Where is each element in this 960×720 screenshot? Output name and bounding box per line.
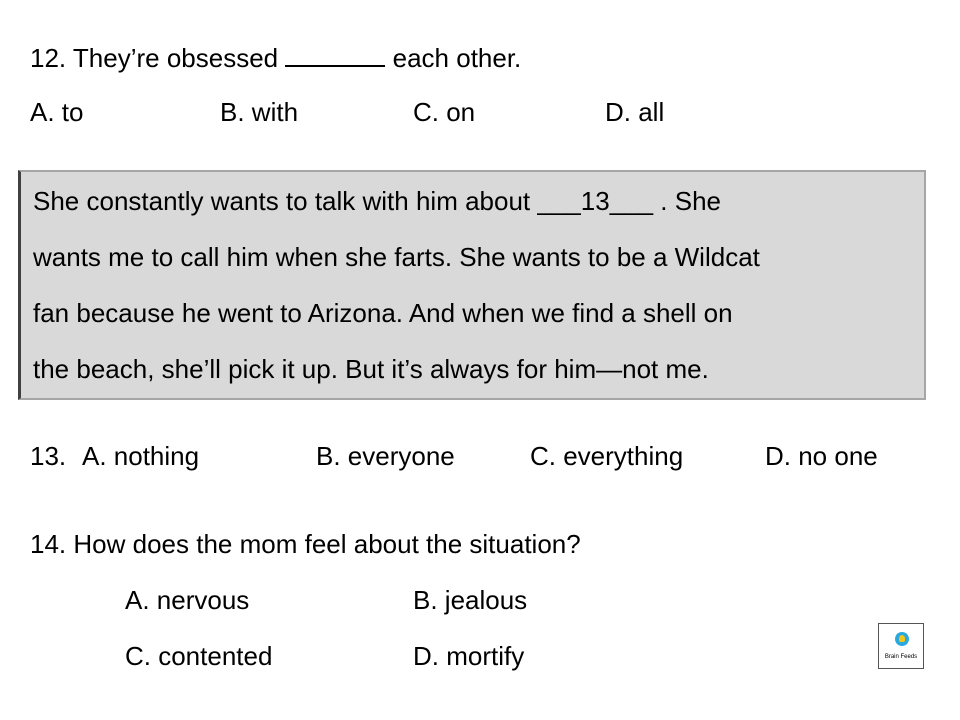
- q12-option-d[interactable]: D. all: [605, 97, 665, 127]
- q14-option-b[interactable]: B. jealous: [413, 585, 528, 615]
- passage-line-4: the beach, she’ll pick it up. But it’s always for him—not me.: [33, 354, 709, 384]
- brain-feeds-logo: [878, 623, 924, 669]
- q12-blank: [285, 41, 385, 67]
- q13-number: 13.: [30, 441, 67, 471]
- q12-option-b[interactable]: B. with: [220, 97, 299, 127]
- lightbulb-icon: [895, 632, 909, 646]
- reading-passage: [18, 170, 926, 400]
- q14-stem: [30, 529, 581, 559]
- q12-stem-after: each other.: [392, 43, 522, 73]
- passage-blank-13: ___13___: [537, 186, 654, 216]
- q14-option-c[interactable]: C. contented: [125, 641, 273, 671]
- logo-text: Brain Feeds: [884, 654, 918, 660]
- passage-line-2: wants me to call him when she farts. She wants to be a Wildcat: [33, 242, 760, 272]
- passage-line-1: She constantly wants to talk with him about ___13___ . She: [33, 186, 722, 216]
- q13-option-b[interactable]: B. everyone: [316, 441, 455, 471]
- passage-line-3: fan because he went to Arizona. And when we find a shell on: [33, 298, 733, 328]
- q13-option-d[interactable]: D. no one: [765, 441, 878, 471]
- q13-option-c[interactable]: C. everything: [530, 441, 684, 471]
- q14-option-a[interactable]: A. nervous: [125, 585, 250, 615]
- q12-stem-before: They’re obsessed: [72, 43, 279, 73]
- q14-number: 14.: [30, 529, 67, 559]
- q12-number: 12.: [30, 43, 67, 73]
- q14-option-d[interactable]: D. mortify: [413, 641, 525, 671]
- q13-option-a[interactable]: A. nothing: [82, 441, 200, 471]
- q14-question: How does the mom feel about the situation?: [73, 529, 581, 559]
- q12-stem: [30, 41, 521, 73]
- q12-option-a[interactable]: A. to: [30, 97, 84, 127]
- q12-option-c[interactable]: C. on: [413, 97, 476, 127]
